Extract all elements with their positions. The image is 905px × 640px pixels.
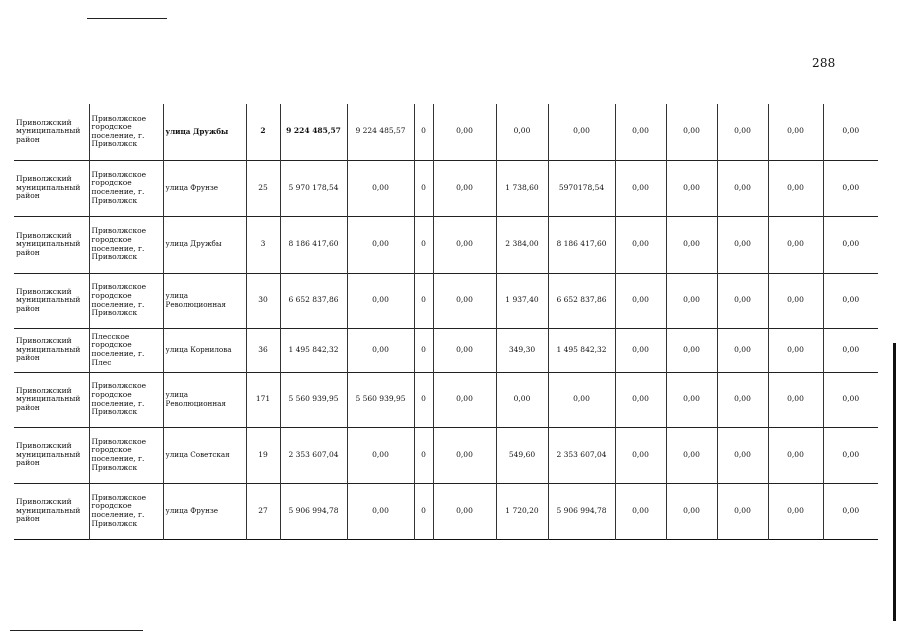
value-cell: 0,00 xyxy=(615,372,666,427)
settlement-cell: Приволжское городское поселение, г. Приволжск xyxy=(89,483,163,539)
table-row xyxy=(14,427,878,483)
value-cell: 0,00 xyxy=(823,160,878,216)
value-cell: 6 652 837,86 xyxy=(548,273,615,328)
value-cell: 0,00 xyxy=(717,427,768,483)
street-cell: улица Советская xyxy=(163,427,246,483)
value-cell: 0,00 xyxy=(717,328,768,372)
value-cell: 0,00 xyxy=(615,273,666,328)
table-row xyxy=(14,216,878,273)
value-cell: 0,00 xyxy=(496,372,548,427)
value-cell: 0,00 xyxy=(433,427,496,483)
value-cell: 0,00 xyxy=(666,483,717,539)
value-cell: 0,00 xyxy=(768,427,823,483)
district-cell: Приволжский муниципальный район xyxy=(16,286,81,313)
total-cell: 5 906 994,78 xyxy=(280,483,347,539)
value-cell: 0,00 xyxy=(347,160,414,216)
total-cell: 9 224 485,57 xyxy=(280,104,347,160)
value-cell: 0,00 xyxy=(433,328,496,372)
value-cell: 1 937,40 xyxy=(496,273,548,328)
district-cell: Приволжский муниципальный район xyxy=(16,117,81,145)
table-row xyxy=(14,328,878,372)
value-cell: 0,00 xyxy=(666,160,717,216)
value-cell: 0,00 xyxy=(433,104,496,160)
street-cell: улица Корнилова xyxy=(163,328,246,372)
value-cell: 0,00 xyxy=(615,216,666,273)
settlement-cell: Приволжское городское поселение, г. Приволжск xyxy=(89,427,163,483)
settlement-cell: Приволжское городское поселение, г. Приволжск xyxy=(89,273,163,328)
value-cell: 0,00 xyxy=(823,427,878,483)
value-cell: 549,60 xyxy=(496,427,548,483)
value-cell: 8 186 417,60 xyxy=(548,216,615,273)
value-cell: 0,00 xyxy=(717,104,768,160)
data-table xyxy=(14,104,878,540)
street-cell: улица Фрунзе xyxy=(163,483,246,539)
total-cell: 1 495 842,32 xyxy=(280,328,347,372)
settlement-cell: Приволжское городское поселение, г. Приволжск xyxy=(89,104,163,160)
value-cell: 0,00 xyxy=(717,216,768,273)
value-cell: 0,00 xyxy=(768,104,823,160)
value-cell: 0,00 xyxy=(768,216,823,273)
value-cell: 2 353 607,04 xyxy=(548,427,615,483)
value-cell: 0,00 xyxy=(768,372,823,427)
house-cell: 36 xyxy=(246,328,280,372)
value-cell: 0,00 xyxy=(823,273,878,328)
value-cell: 0,00 xyxy=(433,160,496,216)
table-body xyxy=(14,104,878,539)
value-cell: 0,00 xyxy=(768,273,823,328)
house-cell: 2 xyxy=(246,104,280,160)
settlement-cell: Плесское городское поселение, г. Плес xyxy=(89,328,163,372)
value-cell: 0,00 xyxy=(433,273,496,328)
district-cell: Приволжский муниципальный район xyxy=(16,441,81,468)
value-cell: 5 560 939,95 xyxy=(347,372,414,427)
house-cell: 30 xyxy=(246,273,280,328)
house-cell: 3 xyxy=(246,216,280,273)
value-cell: 0,00 xyxy=(666,372,717,427)
district-cell: Приволжский муниципальный район xyxy=(16,230,81,257)
value-cell: 2 384,00 xyxy=(496,216,548,273)
value-cell: 0,00 xyxy=(768,160,823,216)
value-cell: 1 495 842,32 xyxy=(548,328,615,372)
value-cell: 0,00 xyxy=(768,328,823,372)
house-cell: 171 xyxy=(246,372,280,427)
value-cell: 0,00 xyxy=(347,483,414,539)
value-cell: 0,00 xyxy=(615,427,666,483)
district-cell: Приволжский муниципальный район xyxy=(16,497,81,524)
value-cell: 0 xyxy=(414,372,433,427)
total-cell: 6 652 837,86 xyxy=(280,273,347,328)
value-cell: 0,00 xyxy=(666,273,717,328)
value-cell: 5 906 994,78 xyxy=(548,483,615,539)
value-cell: 0,00 xyxy=(347,273,414,328)
settlement-cell: Приволжское городское поселение, г. Приволжск xyxy=(89,372,163,427)
district-cell: Приволжский муниципальный район xyxy=(16,385,81,412)
value-cell: 0,00 xyxy=(823,328,878,372)
value-cell: 0,00 xyxy=(717,160,768,216)
value-cell: 0,00 xyxy=(823,372,878,427)
value-cell: 0,00 xyxy=(615,160,666,216)
value-cell: 0 xyxy=(414,216,433,273)
table-row xyxy=(14,273,878,328)
value-cell: 0,00 xyxy=(823,483,878,539)
value-cell: 0,00 xyxy=(548,104,615,160)
value-cell: 0,00 xyxy=(433,216,496,273)
value-cell: 0,00 xyxy=(548,372,615,427)
value-cell: 0,00 xyxy=(433,372,496,427)
street-cell: улица Дружбы xyxy=(163,216,246,273)
street-cell: улица Фрунзе xyxy=(163,160,246,216)
value-cell: 0 xyxy=(414,273,433,328)
total-cell: 5 970 178,54 xyxy=(280,160,347,216)
settlement-cell: Приволжское городское поселение, г. Приволжск xyxy=(89,216,163,273)
table-row xyxy=(14,104,878,160)
settlement-cell: Приволжское городское поселение, г. Приволжск xyxy=(89,160,163,216)
total-cell: 5 560 939,95 xyxy=(280,372,347,427)
value-cell: 1 720,20 xyxy=(496,483,548,539)
value-cell: 0 xyxy=(414,483,433,539)
value-cell: 1 738,60 xyxy=(496,160,548,216)
value-cell: 0,00 xyxy=(496,104,548,160)
house-cell: 25 xyxy=(246,160,280,216)
house-cell: 27 xyxy=(246,483,280,539)
street-cell: улица Революционная xyxy=(163,372,246,427)
value-cell: 0,00 xyxy=(666,427,717,483)
house-cell: 19 xyxy=(246,427,280,483)
street-cell: улица Дружбы xyxy=(163,104,246,160)
value-cell: 0,00 xyxy=(615,483,666,539)
page-number: 288 xyxy=(812,56,836,70)
district-cell: Приволжский муниципальный район xyxy=(16,336,81,363)
value-cell: 0 xyxy=(414,427,433,483)
value-cell: 0,00 xyxy=(717,372,768,427)
value-cell: 0,00 xyxy=(615,328,666,372)
value-cell: 0,00 xyxy=(823,104,878,160)
value-cell: 0,00 xyxy=(666,104,717,160)
value-cell: 5970178,54 xyxy=(548,160,615,216)
value-cell: 0,00 xyxy=(347,427,414,483)
value-cell: 0,00 xyxy=(347,328,414,372)
total-cell: 2 353 607,04 xyxy=(280,427,347,483)
table-row xyxy=(14,160,878,216)
bottom-rule xyxy=(10,630,143,631)
value-cell: 0,00 xyxy=(768,483,823,539)
district-cell: Приволжский муниципальный район xyxy=(16,174,81,201)
table-row xyxy=(14,483,878,539)
value-cell: 0,00 xyxy=(433,483,496,539)
value-cell: 0 xyxy=(414,160,433,216)
value-cell: 0,00 xyxy=(666,216,717,273)
value-cell: 9 224 485,57 xyxy=(347,104,414,160)
value-cell: 0,00 xyxy=(717,273,768,328)
value-cell: 0,00 xyxy=(717,483,768,539)
value-cell: 0,00 xyxy=(347,216,414,273)
value-cell: 0,00 xyxy=(823,216,878,273)
total-cell: 8 186 417,60 xyxy=(280,216,347,273)
street-cell: улица Революционная xyxy=(163,273,246,328)
value-cell: 0 xyxy=(414,328,433,372)
scan-edge-bar xyxy=(893,343,896,621)
top-rule xyxy=(87,18,167,19)
value-cell: 0,00 xyxy=(615,104,666,160)
value-cell: 0,00 xyxy=(666,328,717,372)
value-cell: 0 xyxy=(414,104,433,160)
table-row xyxy=(14,372,878,427)
value-cell: 349,30 xyxy=(496,328,548,372)
